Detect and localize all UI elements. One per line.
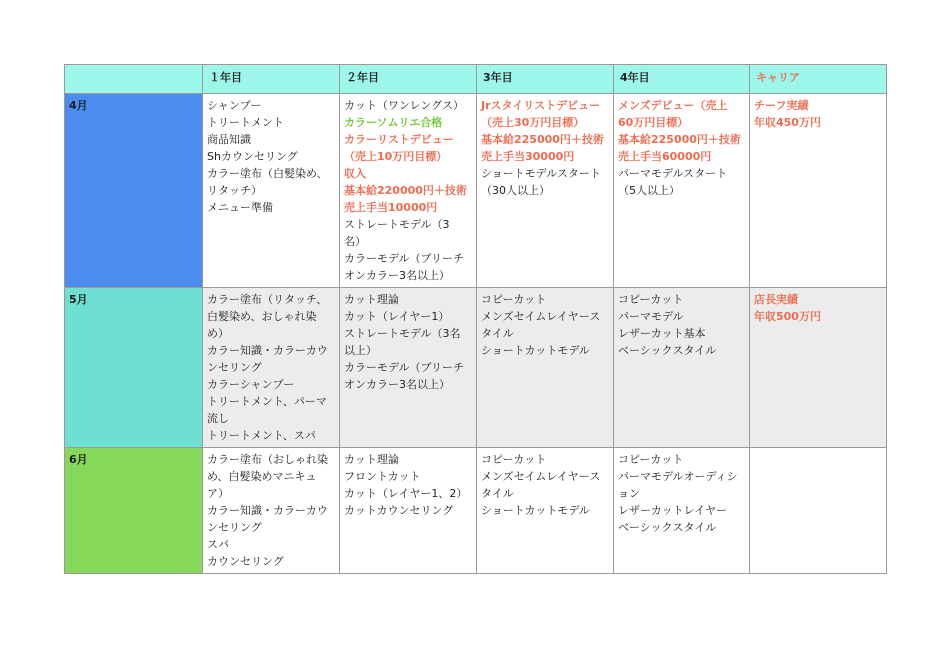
cell-line: ベーシックスタイル xyxy=(618,344,717,357)
table-row xyxy=(65,448,887,574)
cell-line: 基本給225000円＋技術 xyxy=(481,133,604,146)
cell-year-1 xyxy=(203,94,340,288)
month-label: 5月 xyxy=(65,288,203,448)
cell-year-1 xyxy=(203,448,340,574)
cell-line: フロントカット xyxy=(344,470,421,483)
cell-line: カラーモデル（ブリーチ xyxy=(344,361,465,374)
cell-line: め、白髪染めマニキュ xyxy=(207,470,317,483)
cell-line: カットカウンセリング xyxy=(344,504,454,517)
header-year-2: ２年目 xyxy=(340,65,477,94)
cell-line: ショートカットモデル xyxy=(481,344,590,357)
cell-line: （売上10万円目標） xyxy=(344,150,448,163)
cell-line: コピーカット xyxy=(481,453,547,466)
cell-line: カット（レイヤー1、2） xyxy=(344,487,468,500)
month-label: 6月 xyxy=(65,448,203,574)
cell-year-1 xyxy=(203,288,340,448)
cell-line: 売上手当30000円 xyxy=(481,150,575,163)
cell-line: コピーカット xyxy=(481,293,547,306)
cell-line: メンズセイムレイヤース xyxy=(481,470,601,483)
cell-line: ンセリング xyxy=(207,361,262,374)
cell-line: ストレートモデル（3名 xyxy=(344,327,461,340)
cell-line: メンズセイムレイヤース xyxy=(481,310,601,323)
cell-line: タイル xyxy=(481,487,514,500)
cell-line: ストレートモデル（3 xyxy=(344,218,450,231)
cell-line: カラー知識・カラーカウ xyxy=(207,344,328,357)
cell-career xyxy=(750,288,887,448)
cell-line: ョン xyxy=(618,487,640,500)
cell-line: シャンプー xyxy=(207,99,262,112)
cell-line: カラー塗布（おしゃれ染 xyxy=(207,453,328,466)
cell-year-2 xyxy=(340,94,477,288)
cell-line: ショートモデルスタート xyxy=(481,167,601,180)
cell-line: Shカウンセリング xyxy=(207,150,298,163)
cell-line: Jrスタイリストデビュー xyxy=(481,99,601,112)
cell-line: オンカラー3名以上） xyxy=(344,269,450,282)
cell-line: レザーカットレイヤー xyxy=(618,504,728,517)
cell-line: カウンセリング xyxy=(207,555,284,568)
cell-year-4 xyxy=(614,94,750,288)
header-year-3: 3年目 xyxy=(477,65,614,94)
cell-line: ア） xyxy=(207,487,229,500)
cell-line: 60万円目標） xyxy=(618,116,689,129)
cell-line: トリートメント xyxy=(207,116,284,129)
cell-line: パーマモデル xyxy=(618,310,684,323)
cell-line: メンズデビュー（売上 xyxy=(618,99,728,112)
cell-line: カラーシャンプー xyxy=(207,378,295,391)
cell-line: トリートメント、パーマ xyxy=(207,395,327,408)
cell-line: カット理論 xyxy=(344,453,399,466)
cell-line: カラーモデル（ブリーチ xyxy=(344,252,465,265)
cell-line: 収入 xyxy=(344,167,366,180)
cell-year-4 xyxy=(614,448,750,574)
cell-year-3 xyxy=(477,94,614,288)
career-plan-table xyxy=(64,64,887,574)
cell-line: 名） xyxy=(344,235,366,248)
cell-line: オンカラー3名以上） xyxy=(344,378,450,391)
cell-line: タイル xyxy=(481,327,514,340)
cell-career xyxy=(750,94,887,288)
cell-line: 商品知識 xyxy=(207,133,251,146)
cell-line: カラー塗布（リタッチ、 xyxy=(207,293,328,306)
cell-line: カラー塗布（白髪染め、 xyxy=(207,167,328,180)
cell-line: パーマモデルオーディシ xyxy=(618,470,738,483)
cell-line: パーマモデルスタート xyxy=(618,167,728,180)
cell-line: カラー知識・カラーカウ xyxy=(207,504,328,517)
cell-line: 以上） xyxy=(344,344,377,357)
cell-line: 流し xyxy=(207,412,229,425)
cell-line: メニュー準備 xyxy=(207,201,273,214)
cell-line: カラーソムリエ合格 xyxy=(344,116,443,129)
cell-line: 白髪染め、おしゃれ染 xyxy=(207,310,317,323)
cell-line: カット（レイヤー1） xyxy=(344,310,450,323)
header-year-1: １年目 xyxy=(203,65,340,94)
cell-line: カット（ワンレングス） xyxy=(344,99,465,112)
header-row xyxy=(65,65,887,94)
cell-line: 基本給225000円＋技術 xyxy=(618,133,741,146)
cell-line: （売上30万円目標） xyxy=(481,116,585,129)
cell-line: 年収450万円 xyxy=(754,116,821,129)
cell-line: 年収500万円 xyxy=(754,310,821,323)
cell-year-2 xyxy=(340,288,477,448)
cell-career xyxy=(750,448,887,574)
cell-line: カラーリストデビュー xyxy=(344,133,454,146)
cell-line: スパ xyxy=(207,538,229,551)
month-label: 4月 xyxy=(65,94,203,288)
cell-line: め） xyxy=(207,327,229,340)
cell-line: ショートカットモデル xyxy=(481,504,590,517)
header-year-4: 4年目 xyxy=(614,65,750,94)
cell-line: ンセリング xyxy=(207,521,262,534)
cell-year-2 xyxy=(340,448,477,574)
cell-year-3 xyxy=(477,288,614,448)
cell-line: トリートメント、スパ xyxy=(207,429,316,442)
header-career: キャリア xyxy=(750,65,887,94)
cell-line: （5人以上） xyxy=(618,184,680,197)
cell-line: カット理論 xyxy=(344,293,399,306)
cell-year-3 xyxy=(477,448,614,574)
cell-line: リタッチ） xyxy=(207,184,262,197)
cell-line: レザーカット基本 xyxy=(618,327,706,340)
cell-line: コピーカット xyxy=(618,293,684,306)
cell-line: ベーシックスタイル xyxy=(618,521,717,534)
cell-line: チーフ実績 xyxy=(754,99,809,112)
table-row xyxy=(65,94,887,288)
cell-line: 店長実績 xyxy=(754,293,798,306)
cell-line: 売上手当60000円 xyxy=(618,150,712,163)
cell-line: （30人以上） xyxy=(481,184,550,197)
header-corner xyxy=(65,65,203,94)
cell-line: 売上手当10000円 xyxy=(344,201,438,214)
cell-line: 基本給220000円＋技術 xyxy=(344,184,467,197)
table-row xyxy=(65,288,887,448)
cell-year-4 xyxy=(614,288,750,448)
cell-line: コピーカット xyxy=(618,453,684,466)
